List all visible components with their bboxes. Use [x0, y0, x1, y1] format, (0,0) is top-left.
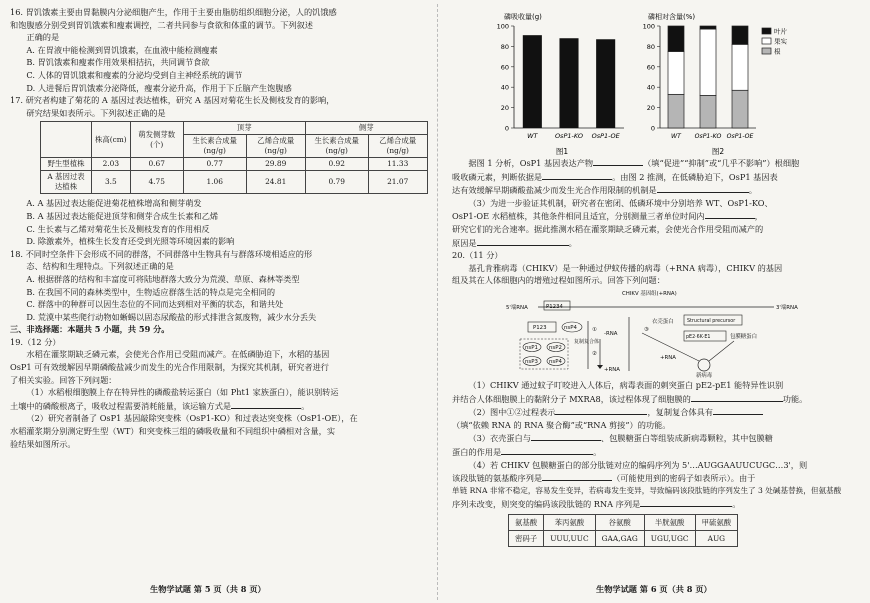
- nsp3-label: nsP3: [525, 358, 538, 365]
- genome-title: CHIKV 基因组(+RNA): [622, 290, 677, 297]
- five-prime-label: 5'端RNA: [506, 304, 528, 311]
- q17-stem: 17. 研究者构建了菊花的 A 基因过表达植株，研究 A 基因对菊花生长及侧枝发育的影响，: [10, 95, 335, 106]
- cell: 2.03: [92, 158, 131, 171]
- q19-text: 土壤中的磷酸根离子，吸收过程需要消耗能量，该运输方式是 。: [10, 400, 310, 411]
- stacked-bar-segment: [668, 52, 684, 95]
- q17-option-a: A. A 基因过表达能促进菊花植株增高和侧芽萌发: [26, 198, 202, 209]
- stacked-bar-segment: [700, 26, 716, 29]
- q20-text: （4）若 CHIKV 包膜糖蛋白的部分肽链对应的编码序列为 5'…AUGGAAUUCUGC…3'，则: [468, 459, 808, 470]
- q20-text: （2）图中①②过程表示 ，复制复合体具有: [452, 405, 864, 419]
- q17-option-c: C. 生长素与乙烯对菊花生长及侧枝发育的作用相反: [26, 223, 210, 234]
- y-tick-label: 80: [646, 42, 655, 51]
- header-ethylene: 乙烯合成量(ng/g): [368, 135, 427, 158]
- cell: 29.89: [246, 158, 305, 171]
- q16-stem: 正确的是: [26, 32, 60, 43]
- header-auxin: 生长素合成量(ng/g): [305, 135, 368, 158]
- q20-text: （3）衣壳蛋白与 、包膜糖蛋白等组装成新病毒颗粒，其中包膜糖: [468, 433, 773, 444]
- glycoprotein-label: 包膜糖蛋白: [730, 333, 757, 340]
- cell: 谷氨酸: [595, 514, 644, 530]
- q20-text: 组及其在人体细胞内的增殖过程如图所示。回答下列问题：: [452, 275, 665, 286]
- legend-label: 叶片: [774, 27, 787, 36]
- stacked-bar-segment: [668, 94, 684, 128]
- y-tick-label: 60: [646, 63, 655, 72]
- cell: AUG: [695, 530, 738, 546]
- fig1-bars: [523, 35, 621, 140]
- q19-text: 水稻灌浆期分别测定野生型（WT）和突变株三组的磷吸收量和不同组织中磷相对含量，实: [10, 426, 336, 437]
- q18-stem: 18. 不同时空条件下会形成不同的群落，不同群落中生物具有与群落环境相适应的形: [10, 248, 313, 259]
- answer-blank[interactable]: [542, 170, 612, 180]
- y-tick-label: 80: [500, 42, 509, 51]
- answer-blank[interactable]: [477, 236, 569, 246]
- q16-option-b: B. 胃饥饿素和瘦素作用效果相拮抗，共同调节食欲: [26, 57, 210, 68]
- y-tick-label: 0: [504, 124, 509, 133]
- q20-text: 基孔肯雅病毒（CHIKV）是一种通过伊蚊传播的病毒（+RNA 病毒），CHIKV 的基因: [468, 262, 783, 273]
- fig2-bars: [668, 26, 753, 140]
- cell: GAA,GAG: [595, 530, 644, 546]
- header-amino-acid: 氨基酸: [509, 514, 544, 530]
- structural-precursor-label: Structural precursor: [687, 318, 736, 324]
- cell: 0.77: [183, 158, 246, 171]
- y-tick-label: 40: [500, 83, 509, 92]
- answer-blank[interactable]: [593, 156, 643, 166]
- fig2-ylabel: 磷相对含量(%): [648, 13, 696, 21]
- legend-swatch: [762, 38, 771, 44]
- q16-option-d: D. 人进餐后胃饥饿素分泌降低，瘦素分泌升高，作用于下丘脑产生饱腹感: [26, 82, 292, 93]
- q19-text: 原因是 。: [452, 237, 577, 248]
- question-20: [452, 249, 864, 547]
- table-row: [41, 171, 428, 194]
- header-codon: 密码子: [509, 530, 544, 546]
- q18-option-d: D. 荒漠中某些爬行动物如蜥蜴以固态尿酸盐的形式排泄含氮废物，减少水分丢失: [26, 311, 317, 322]
- q17-table: [40, 121, 428, 194]
- question-17: [10, 94, 428, 248]
- y-tick-label: 100: [642, 22, 655, 31]
- q18-option-b: B. 在我国不同的森林类型中，生物适应群落生活的特点是完全相同的: [26, 286, 276, 297]
- question-19: [10, 336, 428, 450]
- cell: 0.92: [305, 158, 368, 171]
- answer-blank[interactable]: [691, 392, 783, 402]
- q17-stem: 研究结果如表所示。下列叙述正确的是: [26, 107, 166, 118]
- nsp4-label: nsP4: [549, 358, 562, 365]
- stacked-bar-segment: [668, 26, 684, 52]
- fig2-legend: [762, 27, 788, 56]
- cell: UGU,UGC: [644, 530, 695, 546]
- q19-text: OsP1-OE 水稻植株，其他条件相同且适宜，分别测量三者单位时间内 ，: [452, 211, 763, 222]
- page-fold: [437, 4, 438, 600]
- cell: 11.33: [368, 158, 427, 171]
- cell: 0.67: [130, 158, 183, 171]
- y-tick-label: 20: [500, 104, 509, 113]
- answer-blank[interactable]: [531, 431, 601, 441]
- q16-stem: 和饱腹感分别受到胃饥饿素和瘦素调控，二者共同参与食欲和体重的调节。下列叙述: [10, 19, 313, 30]
- q17-option-d: D. 除激素外，植株生长发育还受到光照等环境因素的影响: [26, 236, 235, 247]
- cell: 21.07: [368, 171, 427, 194]
- legend-label: 果实: [774, 37, 787, 46]
- question-16: [10, 6, 428, 94]
- header-side-bud: 侧芽: [305, 122, 427, 135]
- q20-text: 并结合人体细胞膜上的黏附分子 MXRA8，该过程体现了细胞膜的 功能。: [452, 393, 808, 404]
- question-18: [10, 248, 428, 324]
- q19-text: （3）为进一步验证其机制，研究者在密闭、低磷环境中分别培养 WT、OsP1-KO、: [468, 197, 773, 208]
- complex-label: 复制复合体: [574, 338, 600, 345]
- answer-blank[interactable]: [542, 471, 612, 481]
- stacked-bar-segment: [732, 44, 748, 90]
- cell: 苯丙氨酸: [544, 514, 595, 530]
- q19-text: 了相关实验。回答下列问题：: [10, 374, 117, 385]
- figure-1-bar-chart: [452, 6, 632, 156]
- answer-blank[interactable]: [657, 183, 749, 193]
- page-footer-left: 生物学试题 第 5 页（共 8 页）: [150, 584, 266, 594]
- header-top-bud: 顶芽: [183, 122, 305, 135]
- fig1-caption: 图1: [555, 147, 569, 156]
- q18-option-c: C. 群落中的种群可以因生态位的不同而达到相对平衡的状态，和谐共处: [26, 299, 284, 310]
- page-footer-right: 生物学试题 第 6 页（共 8 页）: [596, 584, 712, 594]
- q16-stem: 16. 胃饥饿素主要由胃黏膜内分泌细胞产生，作用于主要由脂肪组织细胞分泌，人的饥饿感: [10, 7, 337, 17]
- q20-text: 该段肽链的氨基酸序列是 （可能使用到的密码子如表所示）。由于: [452, 473, 756, 484]
- answer-blank[interactable]: [501, 445, 593, 455]
- fig1-ylabel: 磷吸收量(g): [504, 13, 542, 21]
- table-row: [41, 158, 428, 171]
- figure-2-stacked-bar-chart: [638, 6, 798, 156]
- chikv-replication-diagram: [504, 287, 804, 379]
- page-6-column: [452, 6, 864, 547]
- cell: 24.81: [246, 171, 305, 194]
- q20-text: 单链 RNA 非常不稳定，容易发生变异，若病毒发生变异，导致编码该段肽链的序列发生了 3 处碱基替换，但氨基酸: [452, 485, 842, 495]
- row-label: 野生型植株: [41, 158, 92, 171]
- stacked-bar-segment: [732, 90, 748, 128]
- row-label: A 基因过表达植株: [41, 171, 92, 194]
- q18-stem: 态、结构和生理特点。下列叙述正确的是: [26, 261, 174, 272]
- step-1: ①: [592, 326, 597, 333]
- y-tick-label: 0: [650, 124, 655, 133]
- stacked-bar-segment: [700, 29, 716, 95]
- plus-rna-label: +RNA: [604, 366, 620, 373]
- cell: 1.06: [183, 171, 246, 194]
- codon-table: [508, 514, 738, 547]
- step-2: ②: [592, 350, 597, 357]
- cell: 4.75: [130, 171, 183, 194]
- y-tick-label: 40: [646, 83, 655, 92]
- p123-label: P123: [533, 324, 547, 331]
- x-tick-label: OsP1-OE: [591, 132, 620, 140]
- bar: [523, 35, 542, 128]
- q19-text: （2）研究者制备了 OsP1 基因敲除突变株（OsP1-KO）和过表达突变株（OsP1-OE），在: [26, 413, 358, 424]
- y-tick-label: 60: [500, 63, 509, 72]
- q19-text: 达有效缓解早期磷酸盐减少而发生光合作用限制的机制是 。: [452, 185, 757, 196]
- table-row: [509, 514, 738, 530]
- question-19-continued: [452, 156, 864, 249]
- section-3-heading: 三、非选择题：本题共 5 小题，共 59 分。: [10, 324, 170, 335]
- envelope-label: pE2·6K·E1: [686, 334, 711, 340]
- step-3: ③: [644, 326, 649, 333]
- cell: UUU,UUC: [544, 530, 595, 546]
- new-virus-label: 新病毒: [696, 372, 713, 379]
- q19-head: 19.（12 分）: [10, 336, 61, 347]
- three-prime-label: 3'端RNA: [776, 304, 798, 311]
- x-tick-label: WT: [527, 132, 538, 140]
- answer-blank[interactable]: [705, 209, 755, 219]
- bar: [559, 38, 578, 128]
- header-branch: 萌发侧芽数(个): [130, 122, 183, 158]
- fig2-caption: 图2: [711, 147, 725, 156]
- x-tick-label: OsP1-KO: [694, 133, 722, 140]
- stacked-bar-segment: [700, 95, 716, 128]
- q19-text: （1）水稻根细胞膜上存在特异性的磷酸盐转运蛋白（如 Pht1 家族蛋白），能识别转运: [26, 387, 339, 398]
- nsp2-label: nsP2: [549, 344, 562, 351]
- q16-option-a: A. 在胃液中能检测到胃饥饿素，在血液中能检测瘦素: [26, 44, 218, 55]
- p1234-label: P1234: [546, 303, 563, 310]
- plus-rna-label-2: +RNA: [660, 354, 676, 361]
- q19-text: 据图 1 分析，OsP1 基因表达产物 （填“促进”“抑制”或“几乎不影响”）根细胞: [468, 158, 800, 168]
- q20-head: 20.（11 分）: [452, 250, 503, 261]
- legend-swatch: [762, 48, 771, 54]
- q18-option-a: A. 根据群落的结构和丰富度可将陆地群落大致分为荒漠、草原、森林等类型: [26, 273, 300, 284]
- q19-text: OsP1 可有效缓解因早期磷酸盐减少而发生的光合作用限制，为探究其机制，研究者进行: [10, 362, 329, 373]
- answer-blank[interactable]: [713, 405, 763, 415]
- q19-text: 验结果如图所示。: [10, 438, 76, 449]
- cell: 3.5: [92, 171, 131, 194]
- legend-swatch: [762, 28, 771, 34]
- bar: [596, 39, 615, 128]
- q19-text: 研究它们的光合速率。据此推测水稻在灌浆期缺乏磷元素，会使光合作用受阻而减产的: [452, 223, 764, 234]
- q20-text: 序列未改变，则突变的编码该段肽链的 RNA 序列是 。: [452, 499, 741, 510]
- cell: 半胱氨酸: [644, 514, 695, 530]
- cell: 0.79: [305, 171, 368, 194]
- answer-blank[interactable]: [555, 405, 647, 415]
- arrow-line: [709, 341, 734, 361]
- y-tick-label: 20: [646, 104, 655, 113]
- header-ethylene: 乙烯合成量(ng/g): [246, 135, 305, 158]
- legend-label: 根: [774, 47, 781, 56]
- answer-blank[interactable]: [640, 497, 732, 507]
- minus-rna-label: -RNA: [604, 330, 618, 337]
- stacked-bar-segment: [732, 26, 748, 44]
- cell: 甲硫氨酸: [695, 514, 738, 530]
- table-row: [509, 530, 738, 546]
- x-tick-label: OsP1-KO: [554, 132, 584, 140]
- q20-text: （填“依赖 RNA 的 RNA 聚合酶”或“RNA 剪接”）的功能。: [452, 419, 671, 430]
- q19-text: 吸收磷元素，判断依据是 。由图 2 推测，在低磷胁迫下，OsP1 基因表: [452, 171, 778, 182]
- header-auxin: 生长素合成量(ng/g): [183, 135, 246, 158]
- figures: [452, 6, 864, 156]
- y-tick-label: 100: [496, 22, 509, 31]
- q16-option-c: C. 人体的胃饥饿素和瘦素的分泌均受到自主神经系统的调节: [26, 69, 243, 80]
- arrow-head: [597, 365, 603, 369]
- new-virus-icon: [698, 359, 710, 371]
- q20-text: 蛋白的作用是 。: [452, 446, 602, 457]
- capsid-label: 衣壳蛋白: [652, 318, 674, 325]
- header-height: 株高(cm): [92, 122, 131, 158]
- nsp4-label: nsP4: [564, 324, 577, 331]
- x-tick-label: OsP1-OE: [726, 133, 754, 140]
- page-5-column: [10, 6, 428, 450]
- answer-blank[interactable]: [231, 399, 301, 409]
- q17-option-b: B. A 基因过表达能促进顶芽和侧芽合成生长素和乙烯: [26, 210, 219, 221]
- q20-text: （1）CHIKV 通过蚊子叮咬进入人体后，病毒表面的刺突蛋白 pE2-pE1 能特异性识别: [468, 379, 784, 390]
- x-tick-label: WT: [671, 133, 681, 140]
- nsp1-label: nsP1: [525, 344, 538, 351]
- q19-text: 水稻在灌浆期缺乏磷元素，会使光合作用已受阻而减产。在低磷胁迫下，水稻的基因: [26, 349, 330, 360]
